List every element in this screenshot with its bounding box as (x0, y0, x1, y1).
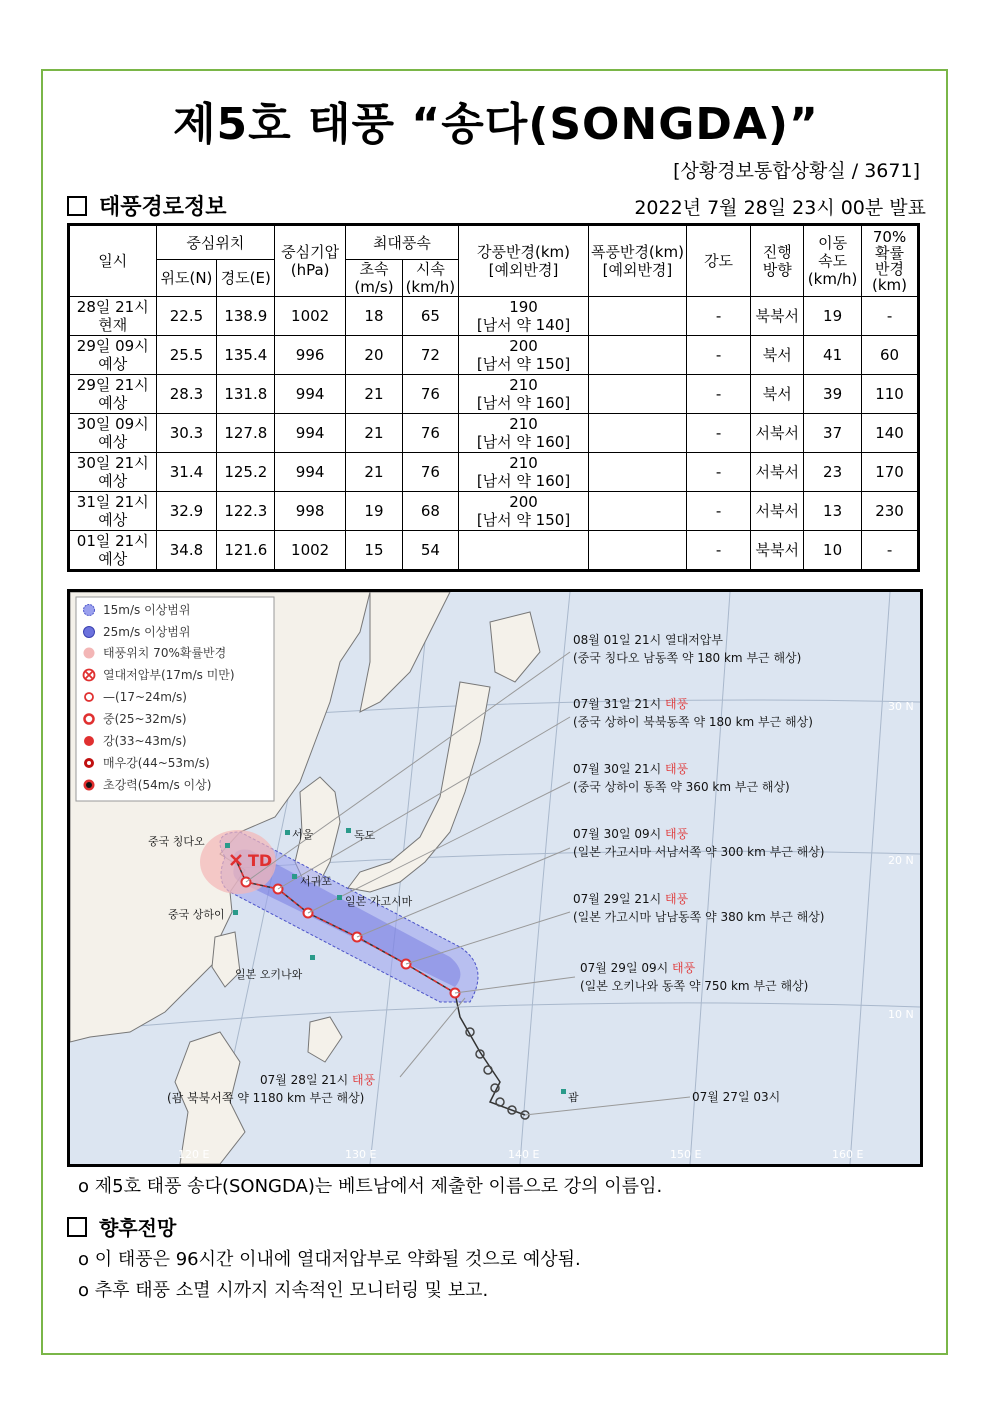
legend-25ms: 25m/s 이상범위 (103, 625, 191, 639)
cell-intensity: - (686, 414, 751, 453)
lon-140: 140 E (508, 1148, 540, 1161)
cell-direction: 서북서 (751, 414, 804, 453)
cell-intensity: - (686, 336, 751, 375)
cell-speed: 39 (804, 375, 862, 414)
cell-lat: 25.5 (156, 336, 217, 375)
cell-probability: 110 (862, 375, 919, 414)
cell-speed: 10 (804, 531, 862, 571)
table-row (69, 531, 919, 571)
cell-time: 29일 21시 예상 (69, 375, 157, 414)
cell-probability: 60 (862, 336, 919, 375)
cell-direction: 서북서 (751, 492, 804, 531)
cell-kmh: 68 (402, 492, 458, 531)
cell-direction: 북북서 (751, 297, 804, 336)
cell-speed: 13 (804, 492, 862, 531)
cell-strong-radius: 190 [남서 약 140] (458, 297, 588, 336)
lon-130: 130 E (345, 1148, 377, 1161)
checkbox-icon (67, 1217, 87, 1237)
place-jeju: 서귀포 (300, 875, 332, 888)
cell-time: 29일 09시 예상 (69, 336, 157, 375)
cell-lat: 34.8 (156, 531, 217, 571)
table-row (69, 414, 919, 453)
header-strong-radius: 강풍반경(km) [예외반경] (458, 225, 588, 297)
cell-storm-radius (589, 414, 687, 453)
cell-p: 996 (275, 336, 346, 375)
page-title: 제5호 태풍 “송다(SONGDA)” (173, 99, 819, 150)
cell-ms: 19 (346, 492, 403, 531)
cell-p: 1002 (275, 531, 346, 571)
cell-lon: 131.8 (217, 375, 275, 414)
cell-ms: 18 (346, 297, 403, 336)
cell-lon: 135.4 (217, 336, 275, 375)
annot-6-line2: (일본 오키나와 동쪽 약 750 km 부근 해상) (580, 979, 809, 993)
place-kagoshima: 일본 가고시마 (345, 895, 413, 908)
cell-intensity: - (686, 492, 751, 531)
place-okinawa: 일본 오키나와 (235, 968, 303, 981)
cell-storm-radius (589, 297, 687, 336)
cell-probability: - (862, 531, 919, 571)
cell-kmh: 76 (402, 453, 458, 492)
lon-160: 160 E (832, 1148, 864, 1161)
cell-probability: - (862, 297, 919, 336)
cell-intensity: - (686, 375, 751, 414)
legend-strong: 강(33~43m/s) (103, 734, 187, 748)
legend-weak: —(17~24m/s) (103, 690, 187, 704)
td-label: TD (248, 851, 273, 870)
annot-3-line1: 07월 30일 21시 태풍 (573, 762, 689, 776)
cell-strong-radius: 200 [남서 약 150] (458, 492, 588, 531)
cell-lat: 28.3 (156, 375, 217, 414)
cell-time: 30일 09시 예상 (69, 414, 157, 453)
cell-speed: 23 (804, 453, 862, 492)
table-row (69, 492, 919, 531)
cell-p: 994 (275, 414, 346, 453)
header-center: 중심위치 (156, 225, 275, 260)
place-shanghai: 중국 상하이 (168, 908, 225, 921)
cell-storm-radius (589, 336, 687, 375)
cell-speed: 19 (804, 297, 862, 336)
cell-time: 31일 21시 예상 (69, 492, 157, 531)
annot-4-line1: 07월 30일 09시 태풍 (573, 827, 689, 841)
map-legend (76, 597, 274, 801)
cell-direction: 북서 (751, 336, 804, 375)
lat-10: 10 N (888, 1008, 914, 1021)
place-qingdao: 중국 칭다오 (148, 835, 205, 848)
cell-direction: 서북서 (751, 453, 804, 492)
cell-time: 30일 21시 예상 (69, 453, 157, 492)
annot-2-line1: 07월 31일 21시 태풍 (573, 697, 689, 711)
cell-p: 1002 (275, 297, 346, 336)
place-seoul: 서울 (292, 828, 314, 841)
header-lat: 위도(N) (156, 260, 217, 297)
header-pressure: 중심기압 (hPa) (275, 225, 346, 297)
cell-kmh: 72 (402, 336, 458, 375)
legend-15ms: 15m/s 이상범위 (103, 603, 191, 617)
cell-lat: 22.5 (156, 297, 217, 336)
typhoon-track-map (67, 589, 923, 1167)
section-typhoon-track (67, 190, 227, 221)
section-title: 태풍경로정보 (99, 195, 227, 220)
header-probability: 70% 확률 반경 (km) (862, 225, 919, 297)
header-intensity: 강도 (686, 225, 751, 297)
cell-p: 998 (275, 492, 346, 531)
cell-kmh: 54 (402, 531, 458, 571)
cell-probability: 230 (862, 492, 919, 531)
cell-lon: 121.6 (217, 531, 275, 571)
cell-time: 01일 21시 예상 (69, 531, 157, 571)
annot-4-line2: (일본 가고시마 서남서쪽 약 300 km 부근 해상) (573, 845, 825, 859)
cell-lat: 31.4 (156, 453, 217, 492)
table-row (69, 297, 919, 336)
cell-intensity: - (686, 531, 751, 571)
cell-storm-radius (589, 492, 687, 531)
lon-120: 120 E (178, 1148, 210, 1161)
cell-ms: 21 (346, 375, 403, 414)
cell-strong-radius: 210 [남서 약 160] (458, 453, 588, 492)
header-max-wind: 최대풍속 (346, 225, 459, 260)
cell-storm-radius (589, 531, 687, 571)
annot-5-line2: (일본 가고시마 남남동쪽 약 380 km 부근 해상) (573, 910, 825, 924)
cell-lat: 30.3 (156, 414, 217, 453)
cell-lon: 125.2 (217, 453, 275, 492)
header-direction: 진행 방향 (751, 225, 804, 297)
cell-probability: 170 (862, 453, 919, 492)
section-title: 향후전망 (99, 1216, 177, 1240)
annot-7-line1: 07월 28일 21시 태풍 (260, 1073, 376, 1087)
header-storm-radius: 폭풍반경(km) [예외반경] (589, 225, 687, 297)
checkbox-icon (67, 196, 87, 216)
cell-ms: 21 (346, 414, 403, 453)
place-dokdo: 독도 (354, 829, 376, 842)
lon-150: 150 E (670, 1148, 702, 1161)
cell-ms: 21 (346, 453, 403, 492)
annot-8-line1: 07월 27일 03시 (692, 1090, 781, 1104)
annot-3-line2: (중국 상하이 동쪽 약 360 km 부근 해상) (573, 780, 790, 794)
cell-speed: 41 (804, 336, 862, 375)
place-guam: 괌 (568, 1091, 579, 1104)
cell-storm-radius (589, 375, 687, 414)
header-time: 일시 (69, 225, 157, 297)
outlook-item: o 이 태풍은 96시간 이내에 열대저압부로 약화될 것으로 예상됨. (78, 1249, 581, 1270)
cell-strong-radius: 210 [남서 약 160] (458, 414, 588, 453)
header-ms: 초속 (m/s) (346, 260, 403, 297)
cell-kmh: 65 (402, 297, 458, 336)
cell-speed: 37 (804, 414, 862, 453)
table-row (69, 453, 919, 492)
cell-strong-radius: 200 [남서 약 150] (458, 336, 588, 375)
outlook-item: o 추후 태풍 소멸 시까지 지속적인 모니터링 및 보고. (78, 1280, 489, 1301)
annot-1-line1: 08월 01일 21시 열대저압부 (573, 633, 723, 647)
lat-20: 20 N (888, 854, 914, 867)
legend-very-strong: 매우강(44~53m/s) (103, 756, 210, 770)
cell-lon: 122.3 (217, 492, 275, 531)
header-kmh: 시속 (km/h) (402, 260, 458, 297)
track-table (67, 223, 920, 572)
cell-lon: 138.9 (217, 297, 275, 336)
annot-6-line1: 07월 29일 09시 태풍 (580, 961, 696, 975)
lat-30: 30 N (888, 700, 914, 713)
legend-td: 열대저압부(17m/s 미만) (103, 668, 235, 682)
annot-2-line2: (중국 상하이 북북동쪽 약 180 km 부근 해상) (573, 715, 813, 729)
table-row (69, 375, 919, 414)
cell-strong-radius: 210 [남서 약 160] (458, 375, 588, 414)
header-lon: 경도(E) (217, 260, 275, 297)
cell-p: 994 (275, 375, 346, 414)
annot-1-line2: (중국 칭다오 남동쪽 약 180 km 부근 해상) (573, 651, 802, 665)
cell-kmh: 76 (402, 414, 458, 453)
cell-time: 28일 21시 현재 (69, 297, 157, 336)
cell-ms: 20 (346, 336, 403, 375)
cell-lon: 127.8 (217, 414, 275, 453)
cell-kmh: 76 (402, 375, 458, 414)
note-name-origin: o 제5호 태풍 송다(SONGDA)는 베트남에서 제출한 이름으로 강의 이름임. (78, 1176, 663, 1197)
cell-intensity: - (686, 453, 751, 492)
legend-prob70: 태풍위치 70%확률반경 (103, 646, 227, 660)
annot-7-line2: (괌 북북서쪽 약 1180 km 부근 해상) (167, 1091, 365, 1105)
cell-probability: 140 (862, 414, 919, 453)
cell-direction: 북서 (751, 375, 804, 414)
legend-medium: 중(25~32m/s) (103, 712, 187, 726)
cell-intensity: - (686, 297, 751, 336)
cell-direction: 북북서 (751, 531, 804, 571)
header-speed: 이동 속도 (km/h) (804, 225, 862, 297)
department-label: [상황경보통합상황실 / 3671] (673, 160, 920, 182)
publish-date: 2022년 7월 28일 23시 00분 발표 (634, 197, 926, 219)
section-outlook (67, 1212, 176, 1241)
table-row (69, 336, 919, 375)
cell-strong-radius (458, 531, 588, 571)
cell-lat: 32.9 (156, 492, 217, 531)
cell-ms: 15 (346, 531, 403, 571)
legend-super-strong: 초강력(54m/s 이상) (103, 778, 212, 792)
annot-5-line1: 07월 29일 21시 태풍 (573, 892, 689, 906)
cell-storm-radius (589, 453, 687, 492)
cell-p: 994 (275, 453, 346, 492)
